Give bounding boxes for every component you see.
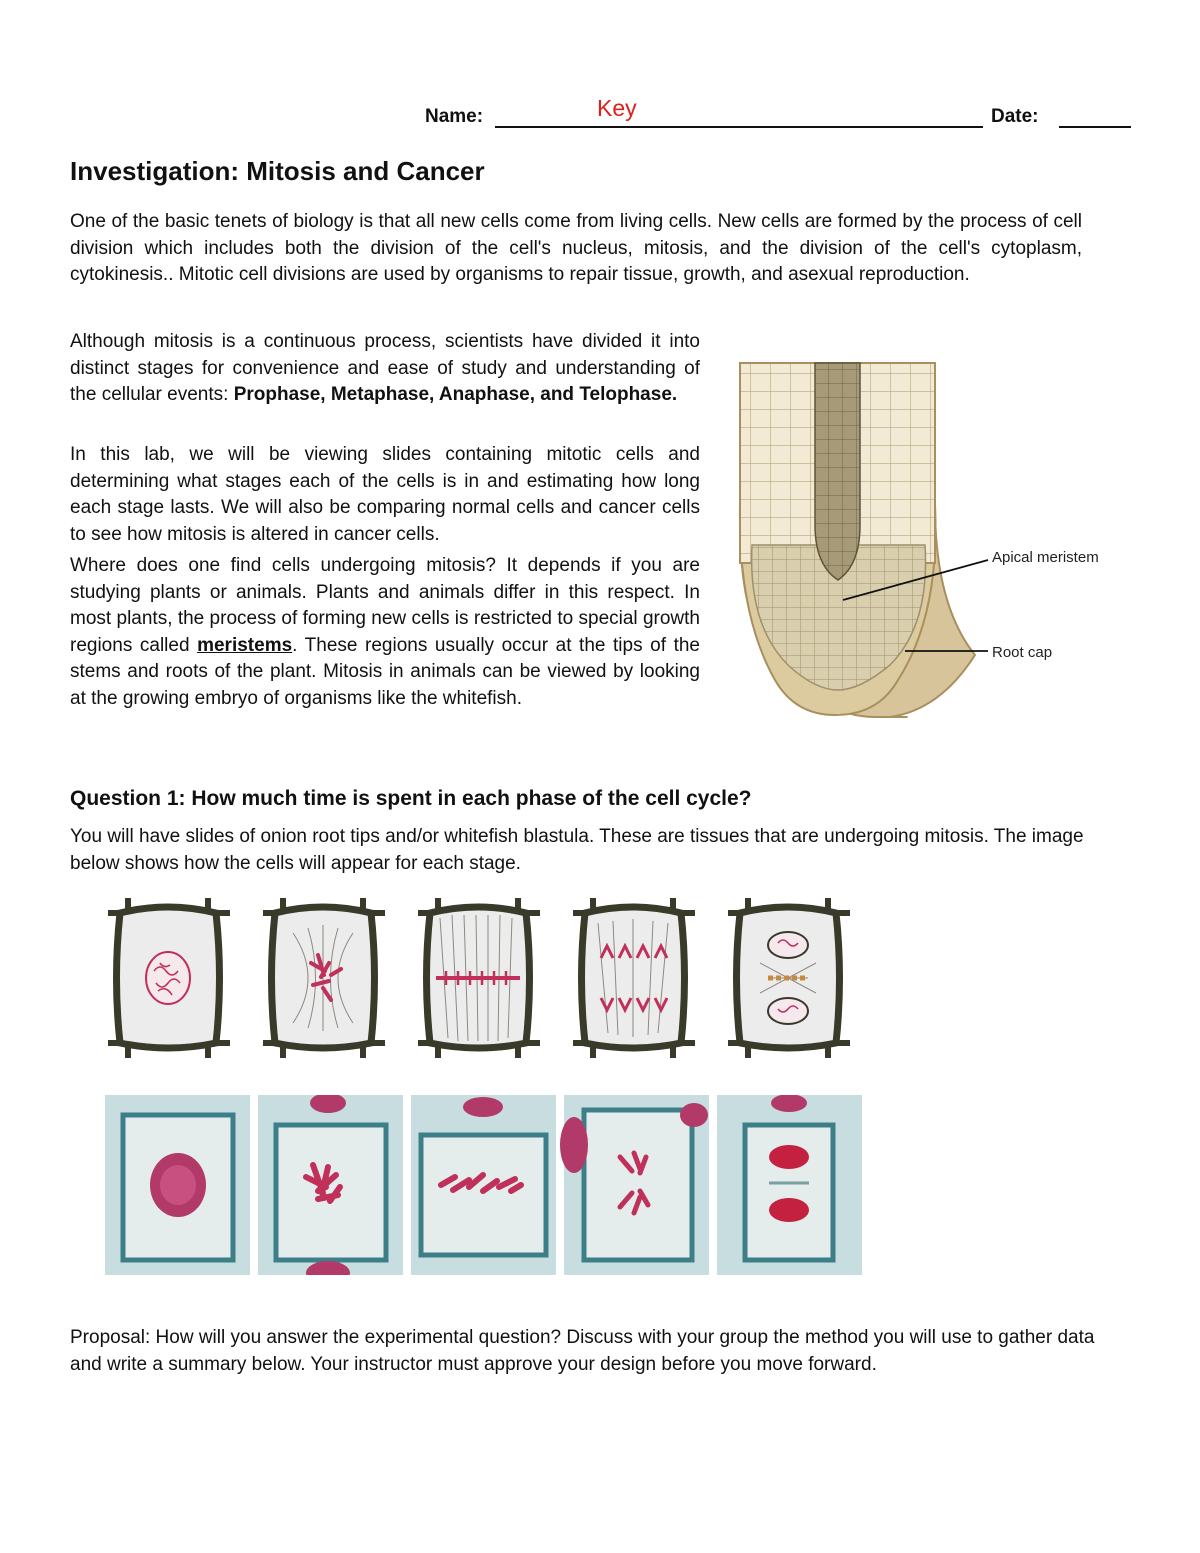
name-blank-line [495, 126, 983, 128]
micrograph-1 [105, 1095, 250, 1275]
stage-drawing-5 [728, 898, 850, 1058]
intro-paragraph: One of the basic tenets of biology is that all new cells come from living cells. New cells are formed by the process of cell division which includes both the division of the cell's nucleus, mitosis, and the division of the cell's cytoplasm, cytokinesis.. Mitotic cell divisions are used by organisms to repair tissue, growth, and asexual reproduction. [70, 211, 1082, 285]
lab-paragraph: In this lab, we will be viewing slides containing mitotic cells and determining what stages each of the cells is in and estimating how long each stage lasts. We will also be comparing normal cells and cancer cells to see how mitosis is altered in cancer cells. [70, 444, 700, 545]
apical-meristem-label: Apical meristem [992, 549, 1099, 566]
onion-root-micrographs [105, 1095, 865, 1275]
root-cap-label: Root cap [992, 644, 1053, 661]
meristem-tail-text: . These regions usually occur at the tips of the stems and roots of the plant. Mitosis in animals can be viewed by looking at the growing embryo of organisms like the whitefish. [70, 634, 700, 709]
stage-drawing-4 [573, 898, 695, 1058]
question-1-heading: Question 1: How much time is spent in each phase of the cell cycle? [70, 787, 752, 810]
stages-paragraph [70, 329, 700, 409]
mitosis-stage-drawings [108, 893, 858, 1063]
meristem-term: meristems [197, 634, 293, 656]
name-label: Name: [425, 106, 484, 127]
micrograph-5 [717, 1095, 862, 1275]
micrograph-3 [411, 1095, 556, 1275]
name-handwritten-value: Key [597, 95, 637, 121]
question-1-body: You will have slides of onion root tips and/or whitefish blastula. These are tissues that are undergoing mitosis. The image below shows how the cells will appear for each stage. [70, 826, 1084, 874]
micrograph-4 [560, 1095, 709, 1275]
date-blank-line [1059, 126, 1131, 128]
proposal-paragraph: Proposal: How will you answer the experimental question? Discuss with your group the method you will use to gather data and write a summary below. Your instructor must approve your design before you move forward. [70, 1327, 1095, 1375]
vascular-column [815, 363, 860, 580]
stages-list: Prophase, Metaphase, Anaphase, and Telophase. [233, 384, 678, 405]
meristem-paragraph [70, 553, 700, 712]
page-title: Investigation: Mitosis and Cancer [70, 156, 485, 186]
stages-lead-text: Although mitosis is a continuous process, scientists have divided it into distinct stages for convenience and ease of study and understanding of the cellular events: [70, 331, 700, 405]
meristem-lead-text: Where does one find cells undergoing mitosis? It depends if you are studying plants or animals. Plants and animals differ in this respect. In most plants, the process of forming new cells is restricted to special growth regions called [70, 555, 700, 656]
root-tip-diagram [730, 355, 1120, 725]
date-label: Date: [991, 106, 1039, 127]
stage-drawing-2 [263, 898, 385, 1058]
micrograph-2 [258, 1095, 403, 1275]
name-date-line [425, 104, 1135, 130]
stage-drawing-3 [418, 898, 540, 1058]
stage-drawing-1 [108, 898, 230, 1058]
